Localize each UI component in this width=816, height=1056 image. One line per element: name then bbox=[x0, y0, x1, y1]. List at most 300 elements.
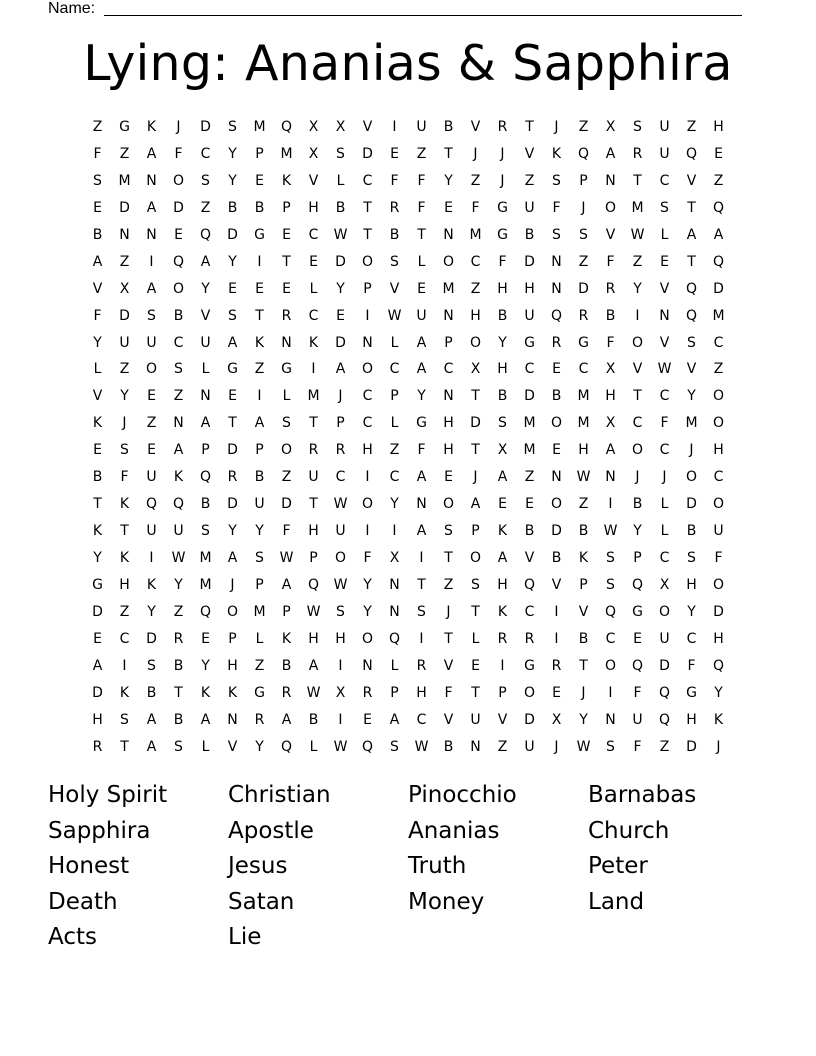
grid-letter: X bbox=[605, 415, 616, 432]
grid-letter: O bbox=[361, 496, 374, 513]
grid-letter: Y bbox=[174, 576, 183, 593]
grid-letter: X bbox=[497, 442, 508, 459]
grid-letter: O bbox=[226, 603, 239, 620]
grid-letter: B bbox=[497, 307, 508, 324]
grid-letter: O bbox=[712, 388, 725, 405]
grid-letter: R bbox=[551, 657, 562, 674]
grid-letter: F bbox=[633, 738, 642, 755]
grid-letter: D bbox=[173, 199, 184, 216]
grid-letter: G bbox=[524, 334, 535, 351]
grid-letter: I bbox=[608, 684, 613, 701]
grid-letter: Q bbox=[658, 711, 671, 728]
grid-letter: V bbox=[686, 361, 697, 378]
grid-row bbox=[84, 276, 732, 303]
grid-letter: N bbox=[416, 496, 427, 513]
grid-letter: L bbox=[336, 172, 345, 189]
grid-letter: I bbox=[338, 657, 343, 674]
grid-letter: S bbox=[201, 523, 210, 540]
grid-letter: I bbox=[338, 711, 343, 728]
grid-letter: A bbox=[146, 145, 157, 162]
grid-letter: V bbox=[362, 119, 373, 135]
grid-letter: H bbox=[605, 388, 616, 405]
grid-letter: A bbox=[605, 145, 616, 162]
grid-letter: C bbox=[308, 226, 319, 243]
grid-letter: Z bbox=[119, 603, 130, 620]
grid-letter: C bbox=[605, 630, 616, 647]
grid-letter: A bbox=[227, 550, 238, 566]
grid-letter: P bbox=[444, 334, 453, 351]
grid-letter: Y bbox=[498, 334, 507, 351]
grid-letter: D bbox=[524, 711, 535, 728]
grid-letter: K bbox=[92, 523, 103, 540]
grid-letter: M bbox=[199, 576, 212, 593]
grid-letter: A bbox=[281, 711, 292, 728]
grid-letter: V bbox=[470, 119, 481, 135]
grid-letter: D bbox=[227, 226, 238, 243]
grid-letter: Y bbox=[255, 523, 264, 540]
grid-letter: R bbox=[389, 199, 400, 216]
grid-row bbox=[84, 464, 732, 491]
grid-letter: T bbox=[255, 307, 264, 324]
grid-letter: G bbox=[686, 684, 697, 701]
grid-letter: Q bbox=[172, 496, 185, 513]
grid-letter: S bbox=[687, 550, 696, 566]
grid-letter: E bbox=[444, 199, 453, 216]
grid-letter: Z bbox=[173, 388, 184, 405]
grid-letter: T bbox=[282, 253, 291, 270]
grid-letter: P bbox=[579, 576, 588, 593]
grid-row bbox=[84, 330, 732, 357]
grid-letter: Y bbox=[255, 738, 264, 755]
grid-letter: I bbox=[419, 550, 424, 566]
grid-letter: G bbox=[497, 226, 508, 243]
grid-letter: A bbox=[173, 442, 184, 459]
grid-letter: F bbox=[363, 550, 372, 566]
grid-letter: X bbox=[308, 145, 319, 162]
grid-letter: R bbox=[173, 630, 184, 647]
grid-letter: H bbox=[524, 280, 535, 297]
grid-letter: D bbox=[146, 630, 157, 647]
grid-letter: B bbox=[254, 469, 265, 486]
grid-letter: H bbox=[308, 523, 319, 540]
grid-letter: Z bbox=[524, 469, 535, 486]
grid-letter: G bbox=[254, 226, 265, 243]
grid-letter: K bbox=[119, 496, 130, 513]
grid-letter: U bbox=[416, 119, 427, 135]
grid-letter: O bbox=[442, 496, 455, 513]
grid-letter: N bbox=[470, 738, 481, 755]
grid-letter: Z bbox=[578, 119, 589, 135]
grid-letter: G bbox=[578, 334, 589, 351]
grid-letter: C bbox=[659, 172, 670, 189]
grid-letter: C bbox=[470, 253, 481, 270]
grid-letter: S bbox=[390, 738, 399, 755]
grid-letter: L bbox=[390, 415, 399, 432]
grid-letter: I bbox=[500, 657, 505, 674]
grid-letter: N bbox=[173, 415, 184, 432]
grid-letter: K bbox=[227, 684, 238, 701]
grid-letter: M bbox=[577, 388, 590, 405]
grid-letter: C bbox=[659, 388, 670, 405]
grid-letter: Y bbox=[363, 603, 372, 620]
grid-letter: A bbox=[254, 415, 265, 432]
grid-letter: H bbox=[713, 119, 724, 135]
grid-letter: W bbox=[333, 738, 348, 755]
word-list-item: Land bbox=[588, 888, 645, 915]
grid-letter: R bbox=[308, 442, 319, 459]
grid-letter: Y bbox=[228, 145, 237, 162]
grid-letter: W bbox=[657, 361, 672, 378]
grid-letter: B bbox=[578, 523, 589, 540]
word-list-item: Sapphira bbox=[48, 817, 151, 844]
grid-row bbox=[84, 356, 732, 383]
grid-letter: A bbox=[200, 253, 211, 270]
grid-letter: P bbox=[633, 550, 642, 566]
grid-letter: A bbox=[146, 711, 157, 728]
grid-letter: F bbox=[174, 145, 183, 162]
grid-letter: C bbox=[335, 469, 346, 486]
grid-letter: Z bbox=[443, 576, 454, 593]
grid-letter: B bbox=[308, 711, 319, 728]
grid-letter: Z bbox=[119, 253, 130, 270]
grid-letter: V bbox=[632, 361, 643, 378]
grid-letter: Y bbox=[93, 334, 102, 351]
grid-letter: V bbox=[92, 280, 103, 297]
grid-letter: K bbox=[281, 630, 292, 647]
grid-row bbox=[84, 437, 732, 464]
grid-row bbox=[84, 249, 732, 276]
grid-letter: Y bbox=[228, 172, 237, 189]
grid-letter: J bbox=[338, 388, 343, 405]
grid-letter: A bbox=[308, 657, 319, 674]
grid-letter: K bbox=[281, 172, 292, 189]
grid-letter: D bbox=[686, 496, 697, 513]
grid-letter: Y bbox=[687, 388, 696, 405]
grid-letter: S bbox=[633, 119, 642, 135]
grid-letter: W bbox=[279, 550, 294, 566]
grid-letter: E bbox=[390, 145, 399, 162]
grid-letter: W bbox=[576, 738, 591, 755]
grid-letter: O bbox=[361, 253, 374, 270]
grid-letter: S bbox=[228, 307, 237, 324]
grid-letter: U bbox=[632, 711, 643, 728]
grid-letter: L bbox=[660, 226, 669, 243]
grid-letter: C bbox=[389, 469, 400, 486]
grid-letter: F bbox=[282, 523, 291, 540]
grid-letter: X bbox=[659, 576, 670, 593]
word-list-item: Apostle bbox=[228, 817, 314, 844]
grid-letter: S bbox=[390, 253, 399, 270]
grid-letter: N bbox=[281, 334, 292, 351]
grid-letter: V bbox=[497, 711, 508, 728]
grid-letter: F bbox=[606, 334, 615, 351]
grid-letter: S bbox=[552, 172, 561, 189]
grid-letter: M bbox=[577, 415, 590, 432]
grid-row bbox=[84, 653, 732, 680]
grid-letter: O bbox=[469, 550, 482, 566]
grid-letter: J bbox=[635, 469, 640, 486]
grid-letter: C bbox=[713, 334, 724, 351]
grid-letter: H bbox=[335, 630, 346, 647]
grid-letter: T bbox=[93, 496, 102, 513]
grid-letter: T bbox=[471, 442, 480, 459]
grid-letter: N bbox=[362, 657, 373, 674]
grid-letter: G bbox=[92, 576, 103, 593]
grid-letter: B bbox=[227, 199, 238, 216]
grid-letter: C bbox=[632, 415, 643, 432]
grid-letter: B bbox=[551, 550, 562, 566]
grid-letter: D bbox=[119, 199, 130, 216]
grid-letter: R bbox=[497, 630, 508, 647]
grid-letter: W bbox=[630, 226, 645, 243]
grid-letter: O bbox=[442, 253, 455, 270]
grid-letter: Y bbox=[687, 603, 696, 620]
grid-letter: Q bbox=[388, 630, 401, 647]
grid-letter: U bbox=[524, 199, 535, 216]
grid-letter: A bbox=[686, 226, 697, 243]
grid-letter: W bbox=[603, 523, 618, 540]
grid-letter: E bbox=[93, 442, 102, 459]
grid-letter: Y bbox=[417, 388, 426, 405]
grid-letter: C bbox=[362, 415, 373, 432]
grid-letter: H bbox=[713, 630, 724, 647]
grid-letter: D bbox=[524, 253, 535, 270]
grid-letter: I bbox=[554, 603, 559, 620]
grid-letter: F bbox=[471, 199, 480, 216]
grid-letter: O bbox=[604, 657, 617, 674]
grid-letter: L bbox=[390, 334, 399, 351]
grid-letter: G bbox=[281, 361, 292, 378]
grid-letter: U bbox=[659, 630, 670, 647]
grid-row bbox=[84, 707, 732, 734]
grid-letter: Y bbox=[579, 711, 588, 728]
grid-letter: N bbox=[605, 711, 616, 728]
grid-letter: H bbox=[497, 280, 508, 297]
grid-letter: J bbox=[581, 684, 586, 701]
grid-letter: N bbox=[389, 576, 400, 593]
grid-letter: V bbox=[443, 711, 454, 728]
page-title: Lying: Ananias & Sapphira bbox=[83, 35, 733, 92]
grid-letter: Q bbox=[712, 199, 725, 216]
grid-letter: M bbox=[253, 603, 266, 620]
grid-letter: E bbox=[417, 280, 426, 297]
grid-letter: K bbox=[497, 603, 508, 620]
grid-letter: M bbox=[685, 415, 698, 432]
grid-letter: D bbox=[335, 334, 346, 351]
grid-letter: S bbox=[606, 738, 615, 755]
grid-letter: O bbox=[172, 280, 185, 297]
grid-letter: B bbox=[173, 307, 184, 324]
grid-letter: S bbox=[606, 576, 615, 593]
grid-letter: L bbox=[471, 630, 480, 647]
grid-letter: R bbox=[227, 469, 238, 486]
grid-letter: A bbox=[92, 657, 103, 674]
grid-letter: A bbox=[281, 576, 292, 593]
grid-letter: Y bbox=[714, 684, 723, 701]
grid-letter: T bbox=[471, 388, 480, 405]
grid-letter: N bbox=[200, 388, 211, 405]
grid-letter: Y bbox=[201, 280, 210, 297]
grid-letter: P bbox=[390, 684, 399, 701]
grid-letter: H bbox=[713, 442, 724, 459]
grid-letter: U bbox=[659, 119, 670, 135]
grid-letter: N bbox=[551, 253, 562, 270]
grid-letter: W bbox=[171, 550, 186, 566]
grid-letter: B bbox=[335, 199, 346, 216]
grid-letter: K bbox=[173, 469, 184, 486]
grid-letter: I bbox=[365, 523, 370, 540]
grid-letter: J bbox=[446, 603, 451, 620]
grid-letter: Q bbox=[280, 119, 293, 135]
grid-letter: Q bbox=[712, 657, 725, 674]
grid-letter: O bbox=[604, 199, 617, 216]
grid-letter: O bbox=[469, 334, 482, 351]
grid-letter: C bbox=[308, 307, 319, 324]
word-list-item: Death bbox=[48, 888, 118, 915]
grid-letter: P bbox=[201, 442, 210, 459]
grid-letter: Q bbox=[199, 603, 212, 620]
grid-letter: C bbox=[119, 630, 130, 647]
grid-letter: J bbox=[716, 738, 721, 755]
grid-letter: Z bbox=[713, 361, 724, 378]
grid-letter: Q bbox=[685, 280, 698, 297]
grid-letter: Q bbox=[550, 307, 563, 324]
grid-row bbox=[84, 141, 732, 168]
grid-letter: Z bbox=[632, 253, 643, 270]
grid-letter: T bbox=[120, 738, 129, 755]
grid-letter: U bbox=[713, 523, 724, 540]
word-list-item: Lie bbox=[228, 924, 262, 950]
grid-letter: N bbox=[551, 469, 562, 486]
grid-letter: E bbox=[282, 226, 291, 243]
grid-letter: C bbox=[200, 145, 211, 162]
grid-letter: P bbox=[390, 388, 399, 405]
grid-letter: J bbox=[554, 738, 559, 755]
grid-letter: B bbox=[497, 388, 508, 405]
grid-letter: O bbox=[658, 603, 671, 620]
grid-letter: K bbox=[551, 145, 562, 162]
grid-letter: Z bbox=[146, 415, 157, 432]
grid-letter: D bbox=[362, 145, 373, 162]
grid-letter: N bbox=[605, 172, 616, 189]
grid-letter: H bbox=[227, 657, 238, 674]
grid-letter: N bbox=[146, 172, 157, 189]
grid-letter: E bbox=[363, 711, 372, 728]
grid-letter: T bbox=[120, 523, 129, 540]
grid-row bbox=[84, 734, 732, 761]
grid-letter: S bbox=[120, 442, 129, 459]
grid-letter: T bbox=[417, 226, 426, 243]
grid-letter: U bbox=[470, 711, 481, 728]
grid-letter: B bbox=[254, 199, 265, 216]
grid-letter: A bbox=[92, 253, 103, 270]
grid-letter: U bbox=[416, 307, 427, 324]
grid-letter: X bbox=[605, 119, 616, 135]
grid-letter: W bbox=[333, 496, 348, 513]
grid-letter: F bbox=[93, 307, 102, 324]
grid-row bbox=[84, 491, 732, 518]
grid-letter: S bbox=[660, 199, 669, 216]
grid-letter: Y bbox=[228, 523, 237, 540]
grid-letter: R bbox=[281, 307, 292, 324]
grid-letter: E bbox=[552, 442, 561, 459]
grid-letter: U bbox=[308, 469, 319, 486]
grid-letter: R bbox=[335, 442, 346, 459]
grid-letter: T bbox=[174, 684, 183, 701]
grid-letter: K bbox=[713, 711, 724, 728]
grid-letter: M bbox=[253, 119, 266, 135]
grid-letter: S bbox=[174, 738, 183, 755]
grid-letter: M bbox=[118, 172, 131, 189]
grid-letter: R bbox=[254, 711, 265, 728]
grid-letter: D bbox=[227, 496, 238, 513]
grid-letter: E bbox=[255, 172, 264, 189]
word-list-item: Jesus bbox=[228, 853, 288, 879]
grid-letter: M bbox=[442, 280, 455, 297]
grid-letter: U bbox=[200, 334, 211, 351]
grid-letter: Y bbox=[390, 496, 399, 513]
grid-letter: T bbox=[579, 657, 588, 674]
grid-letter: B bbox=[173, 657, 184, 674]
grid-letter: R bbox=[416, 657, 427, 674]
grid-letter: T bbox=[444, 550, 453, 566]
grid-letter: V bbox=[551, 576, 562, 593]
grid-letter: I bbox=[257, 253, 262, 270]
grid-row bbox=[84, 195, 732, 222]
grid-letter: I bbox=[365, 307, 370, 324]
grid-letter: P bbox=[228, 630, 237, 647]
grid-letter: J bbox=[554, 119, 559, 135]
grid-letter: Y bbox=[336, 280, 345, 297]
grid-letter: D bbox=[200, 119, 211, 135]
grid-letter: H bbox=[443, 415, 454, 432]
grid-letter: H bbox=[686, 711, 697, 728]
grid-letter: P bbox=[255, 145, 264, 162]
grid-letter: I bbox=[149, 550, 154, 566]
grid-letter: S bbox=[444, 523, 453, 540]
grid-row bbox=[84, 626, 732, 653]
grid-letter: E bbox=[309, 253, 318, 270]
grid-letter: K bbox=[146, 119, 157, 135]
grid-letter: V bbox=[578, 603, 589, 620]
grid-letter: C bbox=[524, 361, 535, 378]
grid-letter: Y bbox=[147, 603, 156, 620]
grid-letter: F bbox=[633, 684, 642, 701]
grid-letter: V bbox=[659, 280, 670, 297]
grid-letter: P bbox=[309, 550, 318, 566]
grid-letter: B bbox=[389, 226, 400, 243]
grid-letter: T bbox=[525, 119, 534, 135]
grid-letter: U bbox=[146, 469, 157, 486]
grid-letter: C bbox=[362, 388, 373, 405]
grid-letter: S bbox=[93, 172, 102, 189]
grid-letter: K bbox=[119, 550, 130, 566]
grid-letter: A bbox=[146, 199, 157, 216]
grid-letter: H bbox=[470, 307, 481, 324]
grid-letter: O bbox=[361, 630, 374, 647]
grid-letter: E bbox=[201, 630, 210, 647]
grid-letter: D bbox=[92, 603, 103, 620]
grid-letter: X bbox=[551, 711, 562, 728]
grid-letter: H bbox=[497, 361, 508, 378]
grid-letter: Q bbox=[523, 576, 536, 593]
grid-row bbox=[84, 410, 732, 437]
grid-letter: S bbox=[606, 550, 615, 566]
grid-letter: L bbox=[282, 388, 291, 405]
grid-letter: Q bbox=[577, 145, 590, 162]
grid-row bbox=[84, 545, 732, 572]
grid-letter: V bbox=[443, 657, 454, 674]
